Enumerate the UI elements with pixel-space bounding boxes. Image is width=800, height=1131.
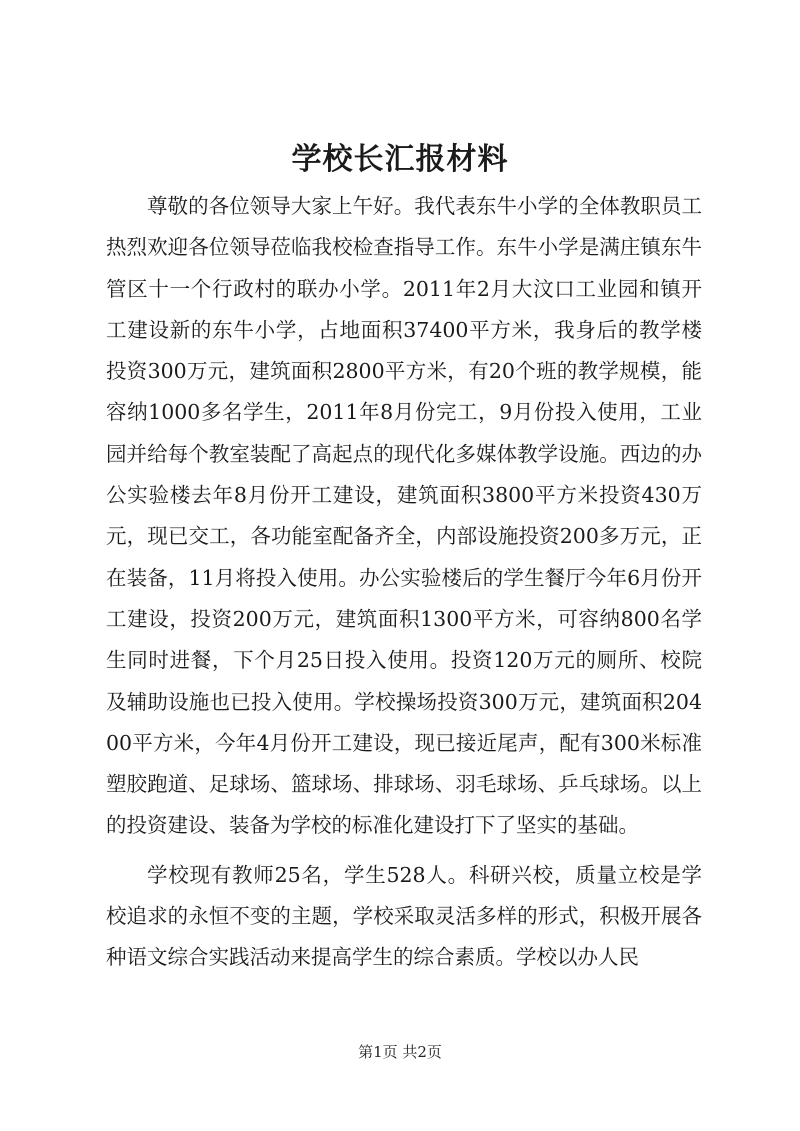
- paragraph-1: 尊敬的各位领导大家上午好。我代表东牛小学的全体教职员工热烈欢迎各位领导莅临我校检查指导工作。东牛小学是满庄镇东牛管区十一个行政村的联办小学。2011年2月大汶口工业园和镇开工建设新的东牛小学，占地面积37400平方米，我身后的教学楼投资300万元，建筑面积2800平方米，有20个班的教学规模，能容纳1000多名学生，2011年8月份完工，9月份投入使用，工业园并给每个教室装配了高起点的现代化多媒体教学设施。西边的办公实验楼去年8月份开工建设，建筑面积3800平方米投资430万元，现已交工，各功能室配备齐全，内部设施投资200多万元，正在装备，11月将投入使用。办公实验楼后的学生餐厅今年6月份开工建设，投资200万元，建筑面积1300平方米，可容纳800名学生同时进餐，下个月25日投入使用。投资120万元的厕所、校院及辅助设施也已投入使用。学校操场投资300万元，建筑面积20400平方米，今年4月份开工建设，现已接近尾声，配有300米标准塑胶跑道、足球场、篮球场、排球场、羽毛球场、乒乓球场。以上的投资建设、装备为学校的标准化建设打下了坚实的基础。: [106, 194, 702, 838]
- document-title: 学校长汇报材料: [291, 142, 509, 177]
- document-body: [106, 186, 702, 979]
- paragraph-2: 学校现有教师25名，学生528人。科研兴校，质量立校是学校追求的永恒不变的主题，学校采取灵活多样的形式，积极开展各种语文综合实践活动来提高学生的综合素质。学校以办人民: [106, 862, 702, 970]
- page-footer: 第1页 共2页: [358, 1043, 442, 1061]
